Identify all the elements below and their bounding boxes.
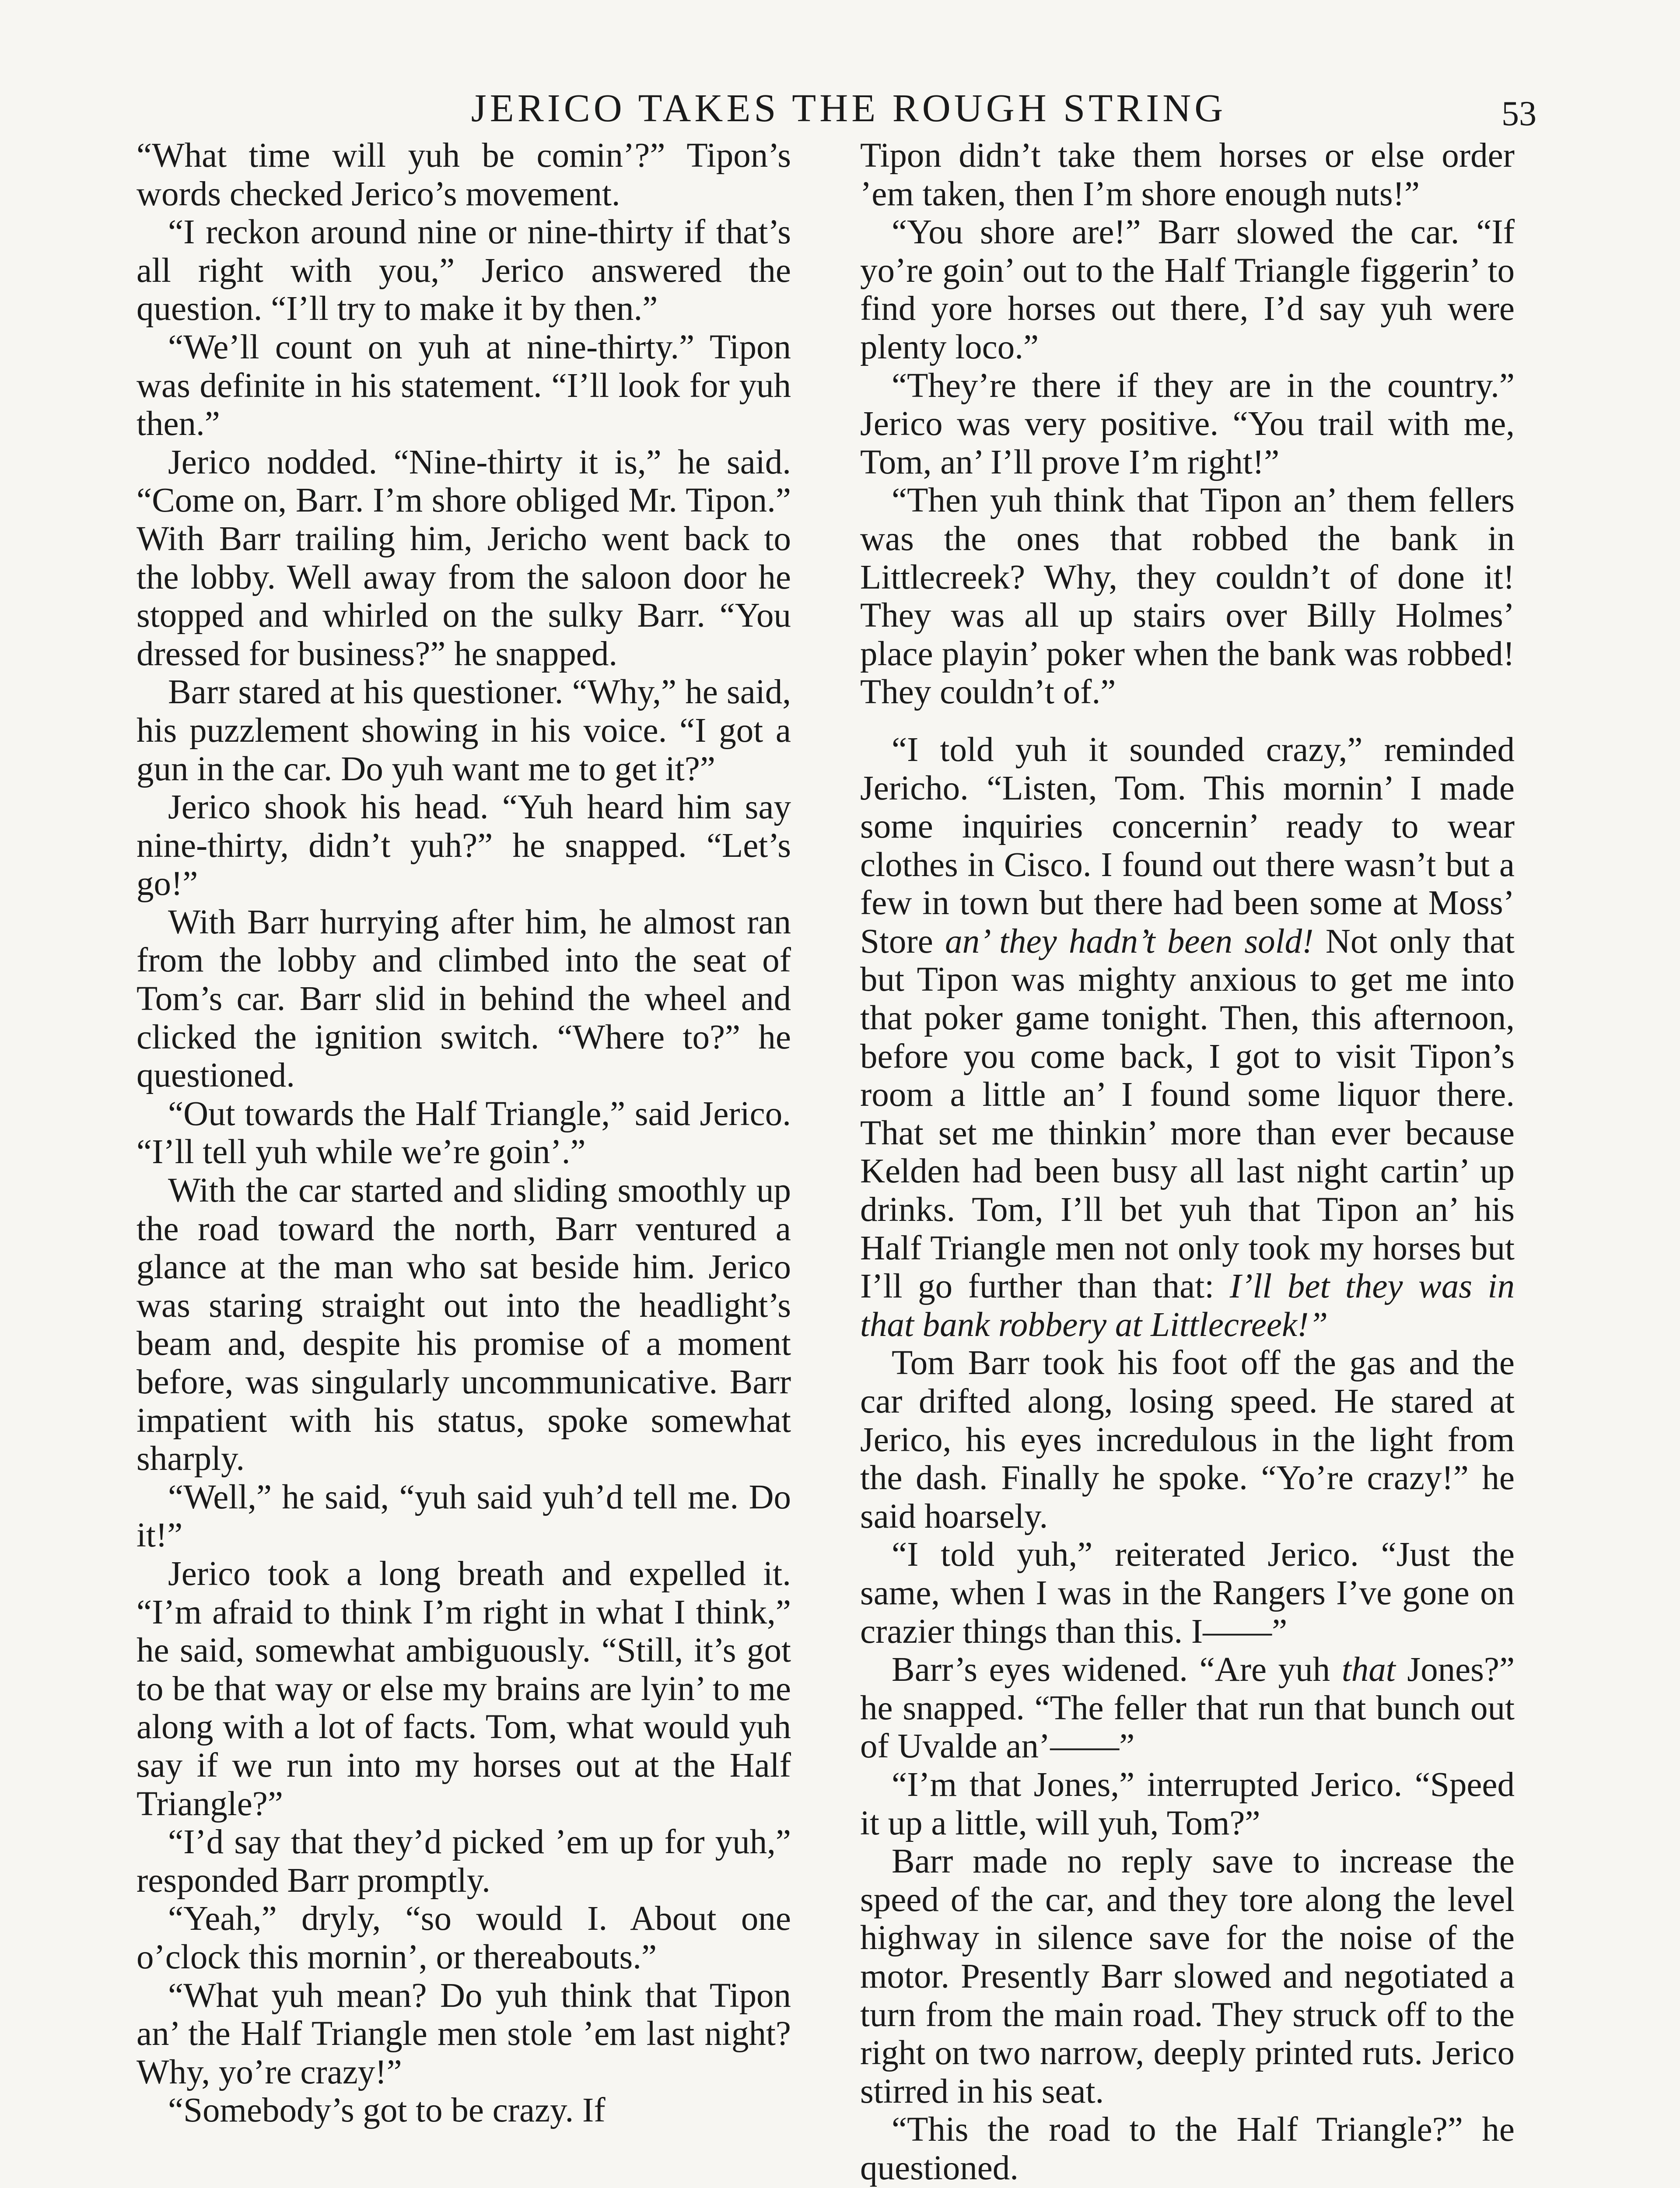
paragraph: “Well,” he said, “yuh said yuh’d tell me. Do it!” — [136, 1478, 791, 1555]
left-column — [136, 137, 791, 2188]
paragraph-text: “I told yuh it sounded crazy,” reminded Jericho. “Listen, Tom. This mornin’ I made some inquiries concernin’ ready to wear clothes in Cisco. I found out there wasn’t but a few in town but there had been some at Moss’ Store — [860, 730, 1515, 961]
italic-emphasis: that — [1341, 1651, 1396, 1689]
paragraph: “I told yuh,” reiterated Jerico. “Just the same, when I was in the Rangers I’ve gone on crazier things than this. I——” — [860, 1536, 1515, 1651]
paragraph: With Barr hurrying after him, he almost ran from the lobby and climbed into the seat of Tom’s car. Barr slid in behind the wheel and clicked the ignition switch. “Where to?” he questioned. — [136, 903, 791, 1095]
paragraph: “I’m that Jones,” interrupted Jerico. “Speed it up a little, will yuh, Tom?” — [860, 1765, 1515, 1842]
paragraph: “I’d say that they’d picked ’em up for yuh,” responded Barr promptly. — [136, 1823, 791, 1900]
paragraph: “What time will yuh be comin’?” Tipon’s words checked Jerico’s movement. — [136, 137, 791, 213]
page-number: 53 — [1502, 95, 1536, 133]
paragraph: “We’ll count on yuh at nine-thirty.” Tipon was definite in his statement. “I’ll look for yuh then.” — [136, 328, 791, 443]
paragraph: “What yuh mean? Do yuh think that Tipon an’ the Half Triangle men stole ’em last night? Why, yo’re crazy!” — [136, 1976, 791, 2091]
paragraph: “Then yuh think that Tipon an’ them fellers was the ones that robbed the bank in Littlecreek? Why, they couldn’t of done it! They was all up stairs over Billy Holmes’ place playin’ poker when the bank was robbed! They couldn’t of.” — [860, 481, 1515, 712]
paragraph-text: Jones?” he snapped. “The feller that run that bunch out of Uvalde an’——” — [860, 1651, 1515, 1766]
italic-emphasis: I’ll bet they was in that bank robbery at Littlecreek!” — [860, 1267, 1515, 1344]
paragraph: Tom Barr took his foot off the gas and the car drifted along, losing speed. He stared at Jerico, his eyes incredulous in the light from the dash. Finally he spoke. “Yo’re crazy!” he said hoarsely. — [860, 1344, 1515, 1536]
paragraph: Barr made no reply save to increase the speed of the car, and they tore along the level highway in silence save for the noise of the motor. Presently Barr slowed and negotiated a turn from the main road. They struck off to the right on two narrow, deeply printed ruts. Jerico stirred in his seat. — [860, 1842, 1515, 2111]
paragraph: “Somebody’s got to be crazy. If — [168, 2091, 606, 2130]
paragraph: “I reckon around nine or nine-thirty if that’s all right with you,” Jerico answered the question. “I’ll try to make it by then.” — [136, 213, 791, 328]
right-column — [860, 137, 1515, 2188]
running-head — [0, 82, 1680, 135]
paragraph: “Out towards the Half Triangle,” said Jerico. “I’ll tell yuh while we’re goin’.” — [136, 1094, 791, 1171]
paragraph — [860, 1651, 1515, 1766]
paragraph: “Yeah,” dryly, “so would I. About one o’clock this mornin’, or thereabouts.” — [136, 1900, 791, 1976]
paragraph: Tipon didn’t take them horses or else order ’em taken, then I’m shore enough nuts!” — [860, 137, 1515, 213]
paragraph-text: Barr’s eyes widened. “Are yuh — [892, 1651, 1330, 1689]
paragraph: Barr stared at his questioner. “Why,” he said, his puzzlement showing in his voice. “I got a gun in the car. Do yuh want me to get it?” — [136, 673, 791, 788]
paragraph-text: Not only that but Tipon was mighty anxious to get me into that poker game tonight. Then, this afternoon, before you come back, I got to visit Tipon’s room a little an’ I found some liquor there. That set me thinkin’ more than ever because Kelden had been busy all last night cartin’ up drinks. Tom, I’ll bet yuh that Tipon an’ his Half Triangle men not only took my horses but I’ll go further than that: — [860, 922, 1515, 1306]
paragraph: “They’re there if they are in the country.” Jerico was very positive. “You trail with me, Tom, an’ I’ll prove I’m right!” — [860, 366, 1515, 481]
paragraph: “This the road to the Half Triangle?” he questioned. — [860, 2111, 1515, 2187]
paragraph: Jerico took a long breath and expelled it. “I’m afraid to think I’m right in what I think,” he said, somewhat ambiguously. “Still, it’s got to be that way or else my brains are lyin’ to me along with a lot of facts. Tom, what would yuh say if we run into my horses out at the Half Triangle?” — [136, 1554, 791, 1823]
italic-emphasis: an’ they hadn’t been sold! — [945, 922, 1314, 961]
paragraph: Jerico shook his head. “Yuh heard him say nine-thirty, didn’t yuh?” he snapped. “Let’s go!” — [136, 788, 791, 903]
paragraph — [860, 731, 1515, 1344]
paragraph: Jerico nodded. “Nine-thirty it is,” he said. “Come on, Barr. I’m shore obliged Mr. Tipon.” With Barr trailing him, Jericho went back to the lobby. Well away from the saloon door he stopped and whirled on the sulky Barr. “You dressed for business?” he snapped. — [136, 443, 791, 673]
paragraph: “You shore are!” Barr slowed the car. “If yo’re goin’ out to the Half Triangle figgerin’ to find yore horses out there, I’d say yuh were plenty loco.” — [860, 213, 1515, 366]
paragraph: With the car started and sliding smoothly up the road toward the north, Barr ventured a glance at the man who sat beside him. Jerico was staring straight out into the headlight’s beam and, despite his promise of a moment before, was singularly uncommunicative. Barr impatient with his status, spoke somewhat sharply. — [136, 1171, 791, 1478]
page-title: JERICO TAKES THE ROUGH STRING — [471, 87, 1227, 130]
